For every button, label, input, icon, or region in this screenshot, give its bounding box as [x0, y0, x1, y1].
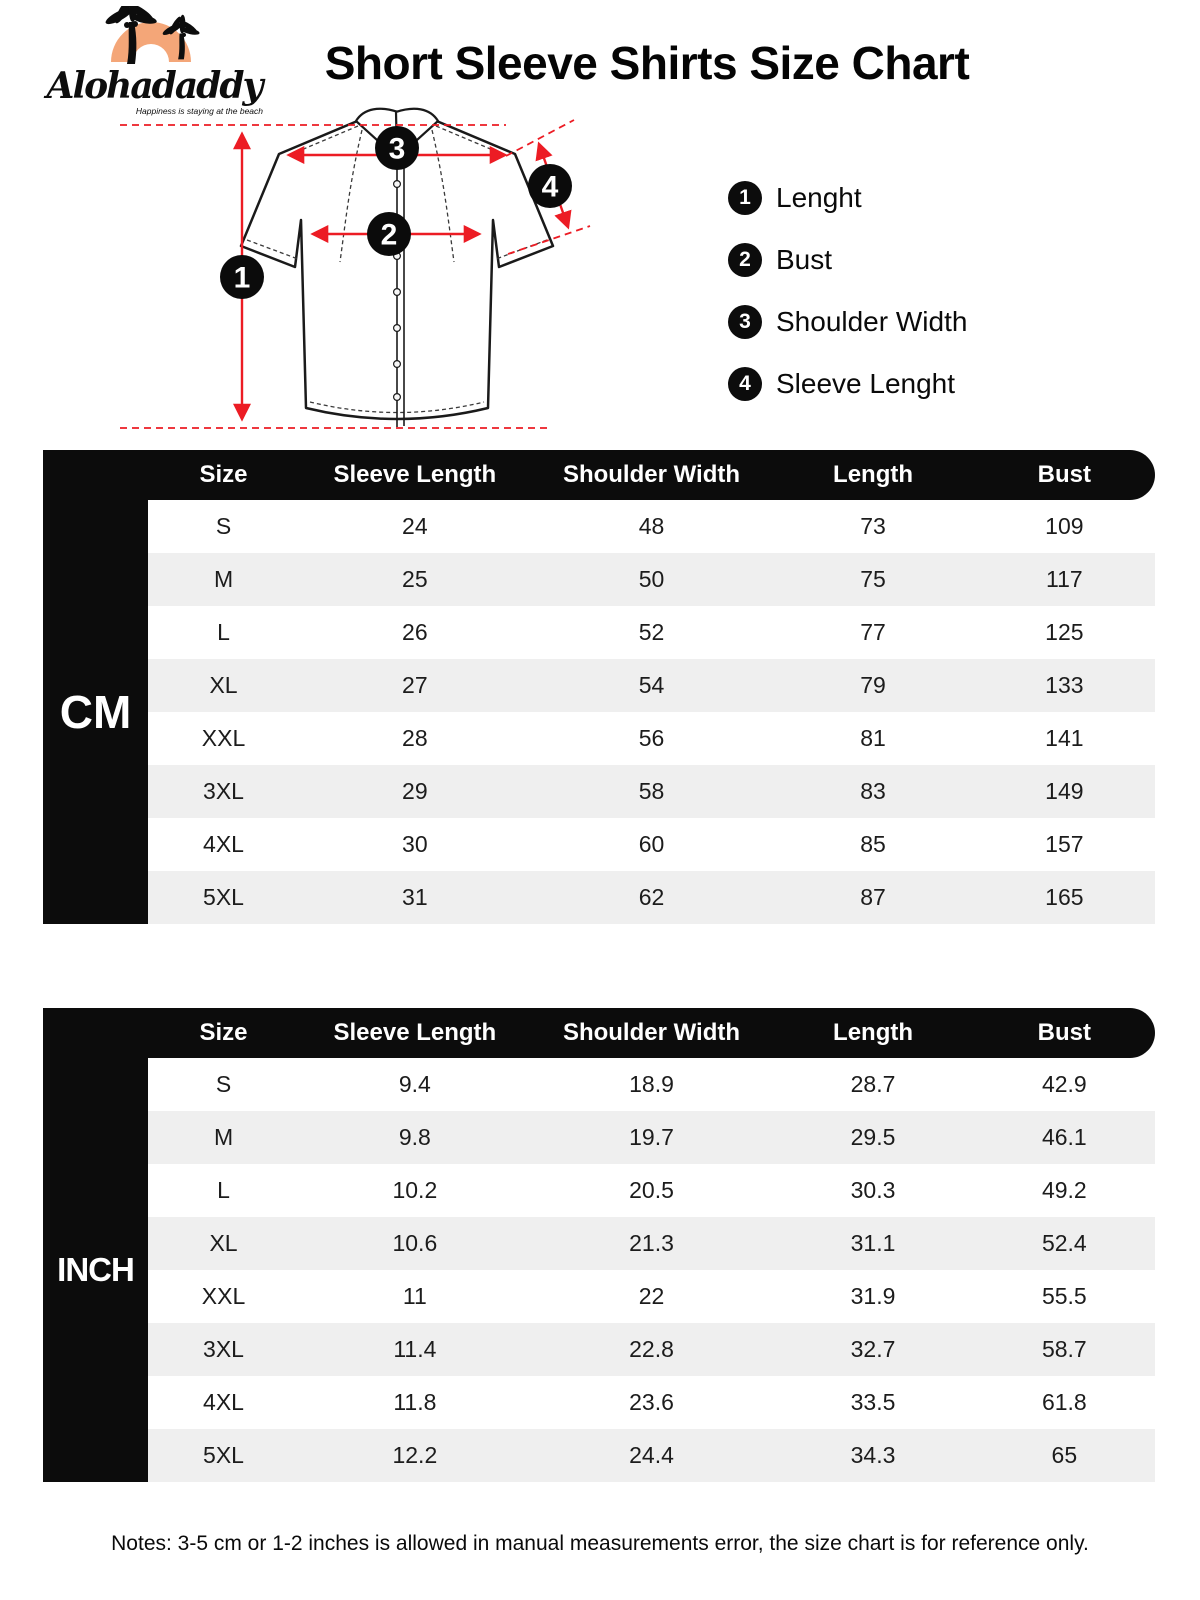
- size-cell: 4XL: [203, 831, 244, 857]
- value-cell: 20.5: [629, 1177, 674, 1203]
- marker-badge-1: [220, 255, 264, 299]
- value-cell: 25: [402, 566, 428, 592]
- value-cell: 32.7: [850, 1336, 896, 1362]
- column-header-size: Size: [199, 461, 248, 488]
- svg-text:3: 3: [388, 132, 406, 166]
- marker-badge-3: [375, 126, 419, 170]
- legend-label: Shoulder Width: [776, 306, 968, 337]
- legend-badge-4: 4: [728, 367, 762, 401]
- value-cell: 31.9: [850, 1283, 896, 1309]
- size-cell: L: [217, 1177, 230, 1203]
- table-row: [148, 765, 1155, 818]
- legend-item-bust: [728, 240, 967, 280]
- value-cell: 87: [860, 884, 886, 910]
- size-cell: XXL: [201, 1283, 246, 1309]
- value-cell: 27: [402, 672, 428, 698]
- value-cell: 60: [638, 831, 665, 857]
- svg-text:4: 4: [541, 170, 559, 204]
- value-cell: 31: [402, 884, 428, 910]
- svg-text:2: 2: [380, 218, 398, 252]
- value-cell: 58: [638, 778, 665, 804]
- value-cell: 55.5: [1041, 1283, 1087, 1309]
- legend-label: Lenght: [776, 182, 862, 213]
- table-row: [148, 1164, 1155, 1217]
- table-row: [148, 871, 1155, 924]
- brand-tagline: Happiness is staying at the beach: [135, 106, 263, 116]
- size-cell: S: [215, 513, 232, 539]
- value-cell: 19.7: [629, 1124, 674, 1150]
- column-header-sleeve-length: Sleeve Length: [333, 1019, 497, 1046]
- value-cell: 23.6: [629, 1389, 674, 1415]
- size-cell: 4XL: [203, 1389, 244, 1415]
- column-header-shoulder-width: Shoulder Width: [562, 461, 741, 488]
- marker-badge-4: [528, 164, 572, 208]
- value-cell: 58.7: [1041, 1336, 1087, 1362]
- value-cell: 24.4: [629, 1442, 674, 1468]
- cm-size-table: [43, 450, 1155, 924]
- svg-text:1: 1: [233, 261, 251, 295]
- size-cell: L: [217, 619, 230, 645]
- size-cell: 3XL: [203, 778, 244, 804]
- page-title: Short Sleeve Shirts Size Chart: [324, 37, 970, 89]
- value-cell: 11.4: [393, 1336, 437, 1362]
- size-cell: 3XL: [203, 1336, 244, 1362]
- table-row: [148, 1217, 1155, 1270]
- value-cell: 30: [402, 831, 428, 857]
- value-cell: 10.2: [392, 1177, 438, 1203]
- value-cell: 49.2: [1041, 1177, 1087, 1203]
- marker-badge-2: [367, 212, 411, 256]
- size-cell: M: [213, 566, 234, 592]
- table-row: [148, 712, 1155, 765]
- table-row: [148, 1058, 1155, 1111]
- value-cell: 52.4: [1041, 1230, 1087, 1256]
- value-cell: 165: [1045, 884, 1084, 910]
- legend-item-sleeve-length: [728, 364, 967, 404]
- value-cell: 11.8: [393, 1389, 437, 1415]
- value-cell: 31.1: [850, 1230, 896, 1256]
- value-cell: 11: [402, 1283, 427, 1309]
- column-header-length: Length: [833, 1019, 914, 1046]
- value-cell: 33.5: [850, 1389, 896, 1415]
- table-header-row: [43, 1008, 1155, 1058]
- legend-badge-2: 2: [728, 243, 762, 277]
- value-cell: 117: [1046, 566, 1083, 592]
- value-cell: 21.3: [629, 1230, 674, 1256]
- measurement-legend: [728, 178, 967, 426]
- size-cell: 5XL: [203, 884, 244, 910]
- legend-badge-3: 3: [728, 305, 762, 339]
- size-cell: XL: [209, 672, 238, 698]
- value-cell: 34.3: [850, 1442, 896, 1468]
- column-header-bust: Bust: [1037, 461, 1092, 488]
- table-row: [148, 1111, 1155, 1164]
- table-row: [148, 1323, 1155, 1376]
- value-cell: 22: [638, 1283, 665, 1309]
- value-cell: 52: [638, 619, 665, 645]
- value-cell: 9.4: [398, 1071, 431, 1097]
- table-row: [148, 500, 1155, 553]
- value-cell: 46.1: [1041, 1124, 1087, 1150]
- shirt-diagram-svg: [112, 96, 622, 450]
- value-cell: 9.8: [398, 1124, 431, 1150]
- value-cell: 10.6: [392, 1230, 438, 1256]
- unit-label-inch: INCH: [43, 1058, 148, 1482]
- inch-table-rows: [148, 1058, 1155, 1482]
- legend-label: Bust: [776, 244, 833, 275]
- value-cell: 48: [638, 513, 665, 539]
- value-cell: 56: [638, 725, 665, 751]
- value-cell: 133: [1045, 672, 1084, 698]
- value-cell: 28.7: [850, 1071, 896, 1097]
- value-cell: 65: [1051, 1442, 1078, 1468]
- brand-name: Alohadaddy: [46, 65, 262, 107]
- legend-label: Sleeve Lenght: [776, 368, 956, 399]
- palm-sunset-icon: [89, 6, 219, 68]
- value-cell: 83: [860, 778, 886, 804]
- table-row: [148, 1429, 1155, 1482]
- column-header-bust: Bust: [1037, 1019, 1092, 1046]
- value-cell: 125: [1045, 619, 1084, 645]
- value-cell: 81: [860, 725, 886, 751]
- table-row: [148, 818, 1155, 871]
- shirt-diagram: [112, 96, 622, 450]
- value-cell: 73: [860, 513, 886, 539]
- legend-item-shoulder-width: [728, 302, 967, 342]
- table-header-row: [43, 450, 1155, 500]
- inch-size-table: [43, 1008, 1155, 1482]
- column-header-shoulder-width: Shoulder Width: [562, 1019, 741, 1046]
- value-cell: 29: [402, 778, 428, 804]
- table-row: [148, 659, 1155, 712]
- value-cell: 29.5: [850, 1124, 896, 1150]
- value-cell: 42.9: [1041, 1071, 1087, 1097]
- value-cell: 85: [860, 831, 886, 857]
- column-header-length: Length: [833, 461, 914, 488]
- value-cell: 12.2: [392, 1442, 438, 1468]
- value-cell: 149: [1045, 778, 1084, 804]
- value-cell: 26: [402, 619, 428, 645]
- value-cell: 22.8: [629, 1336, 674, 1362]
- value-cell: 61.8: [1041, 1389, 1087, 1415]
- size-cell: XL: [209, 1230, 238, 1256]
- legend-item-length: [728, 178, 967, 218]
- value-cell: 24: [402, 513, 428, 539]
- legend-badge-1: 1: [728, 181, 762, 215]
- value-cell: 18.9: [629, 1071, 674, 1097]
- size-cell: 5XL: [203, 1442, 244, 1468]
- cm-table-rows: [148, 500, 1155, 924]
- value-cell: 157: [1045, 831, 1084, 857]
- table-row: [148, 606, 1155, 659]
- table-row: [148, 553, 1155, 606]
- size-cell: XXL: [201, 725, 246, 751]
- value-cell: 30.3: [850, 1177, 896, 1203]
- value-cell: 75: [860, 566, 886, 592]
- value-cell: 77: [860, 619, 886, 645]
- value-cell: 54: [638, 672, 665, 698]
- value-cell: 50: [638, 566, 665, 592]
- size-cell: M: [213, 1124, 234, 1150]
- value-cell: 141: [1045, 725, 1084, 751]
- size-cell: S: [215, 1071, 232, 1097]
- notes-text: Notes: 3-5 cm or 1-2 inches is allowed in manual measurements error, the size chart is for reference only.: [111, 1532, 1089, 1555]
- value-cell: 62: [638, 884, 665, 910]
- value-cell: 79: [860, 672, 886, 698]
- value-cell: 109: [1045, 513, 1084, 539]
- unit-label-cm: CM: [43, 500, 148, 924]
- column-header-sleeve-length: Sleeve Length: [333, 461, 497, 488]
- value-cell: 28: [402, 725, 428, 751]
- column-header-size: Size: [199, 1019, 248, 1046]
- table-row: [148, 1270, 1155, 1323]
- table-row: [148, 1376, 1155, 1429]
